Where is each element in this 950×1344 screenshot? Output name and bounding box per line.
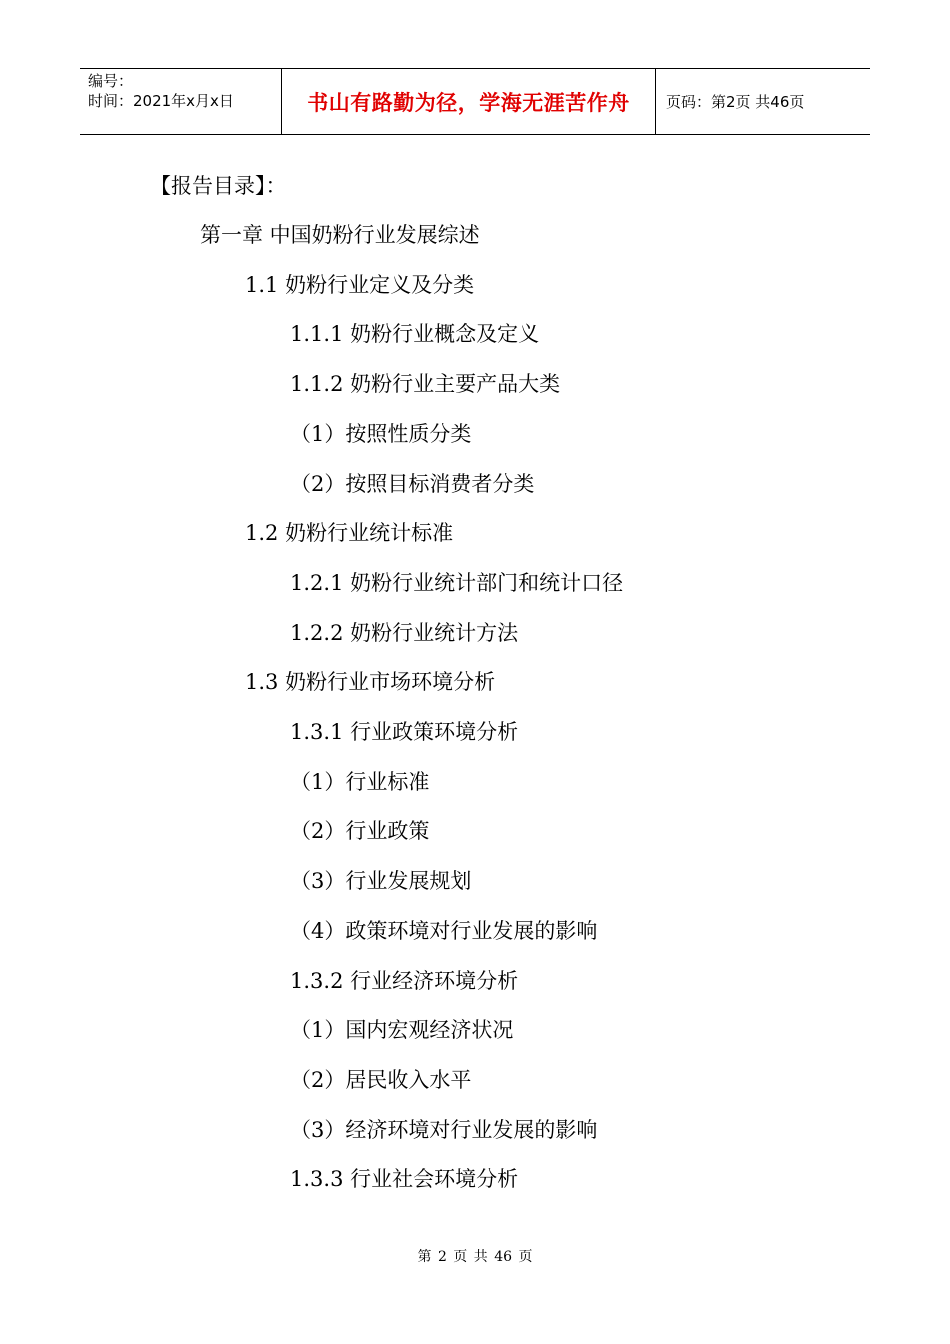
toc-entry: 1.1.2 奶粉行业主要产品大类 [290,372,561,396]
toc-entry: 1.3 奶粉行业市场环境分析 [245,670,496,694]
document-number-label: 编号： [88,72,134,90]
document-date-label: 时间：2021年x月x日 [88,92,234,110]
toc-entry: （1）行业标准 [290,770,430,794]
toc-entry: （2）行业政策 [290,819,430,843]
toc-entry: 1.1 奶粉行业定义及分类 [245,273,475,297]
toc-entry: 1.3.2 行业经济环境分析 [290,969,519,993]
header-motto: 书山有路勤为径，学海无涯苦作舟 [307,90,630,115]
toc-entry: 1.2 奶粉行业统计标准 [245,521,454,545]
toc-entry: （3）行业发展规划 [290,869,472,893]
toc-entry: 1.3.1 行业政策环境分析 [290,720,519,744]
toc-entry: 1.1.1 奶粉行业概念及定义 [290,322,540,346]
toc-entry: 1.2.2 奶粉行业统计方法 [290,621,519,645]
toc-entry: （1）按照性质分类 [290,422,472,446]
header-page-info: 页码：第2页 共46页 [666,93,805,111]
toc-entry: （3）经济环境对行业发展的影响 [290,1118,598,1142]
toc-entry: （2）居民收入水平 [290,1068,472,1092]
toc-entry: （4）政策环境对行业发展的影响 [290,919,598,943]
toc-entry: 1.2.1 奶粉行业统计部门和统计口径 [290,571,624,595]
toc-entry: （2）按照目标消费者分类 [290,472,535,496]
toc-title: 【报告目录】： [150,174,287,198]
toc-entry: 1.3.3 行业社会环境分析 [290,1167,519,1191]
toc-entry: （1）国内宏观经济状况 [290,1018,514,1042]
page-footer: 第 2 页 共 46 页 [417,1249,533,1265]
toc-entry: 第一章 中国奶粉行业发展综述 [200,223,480,247]
